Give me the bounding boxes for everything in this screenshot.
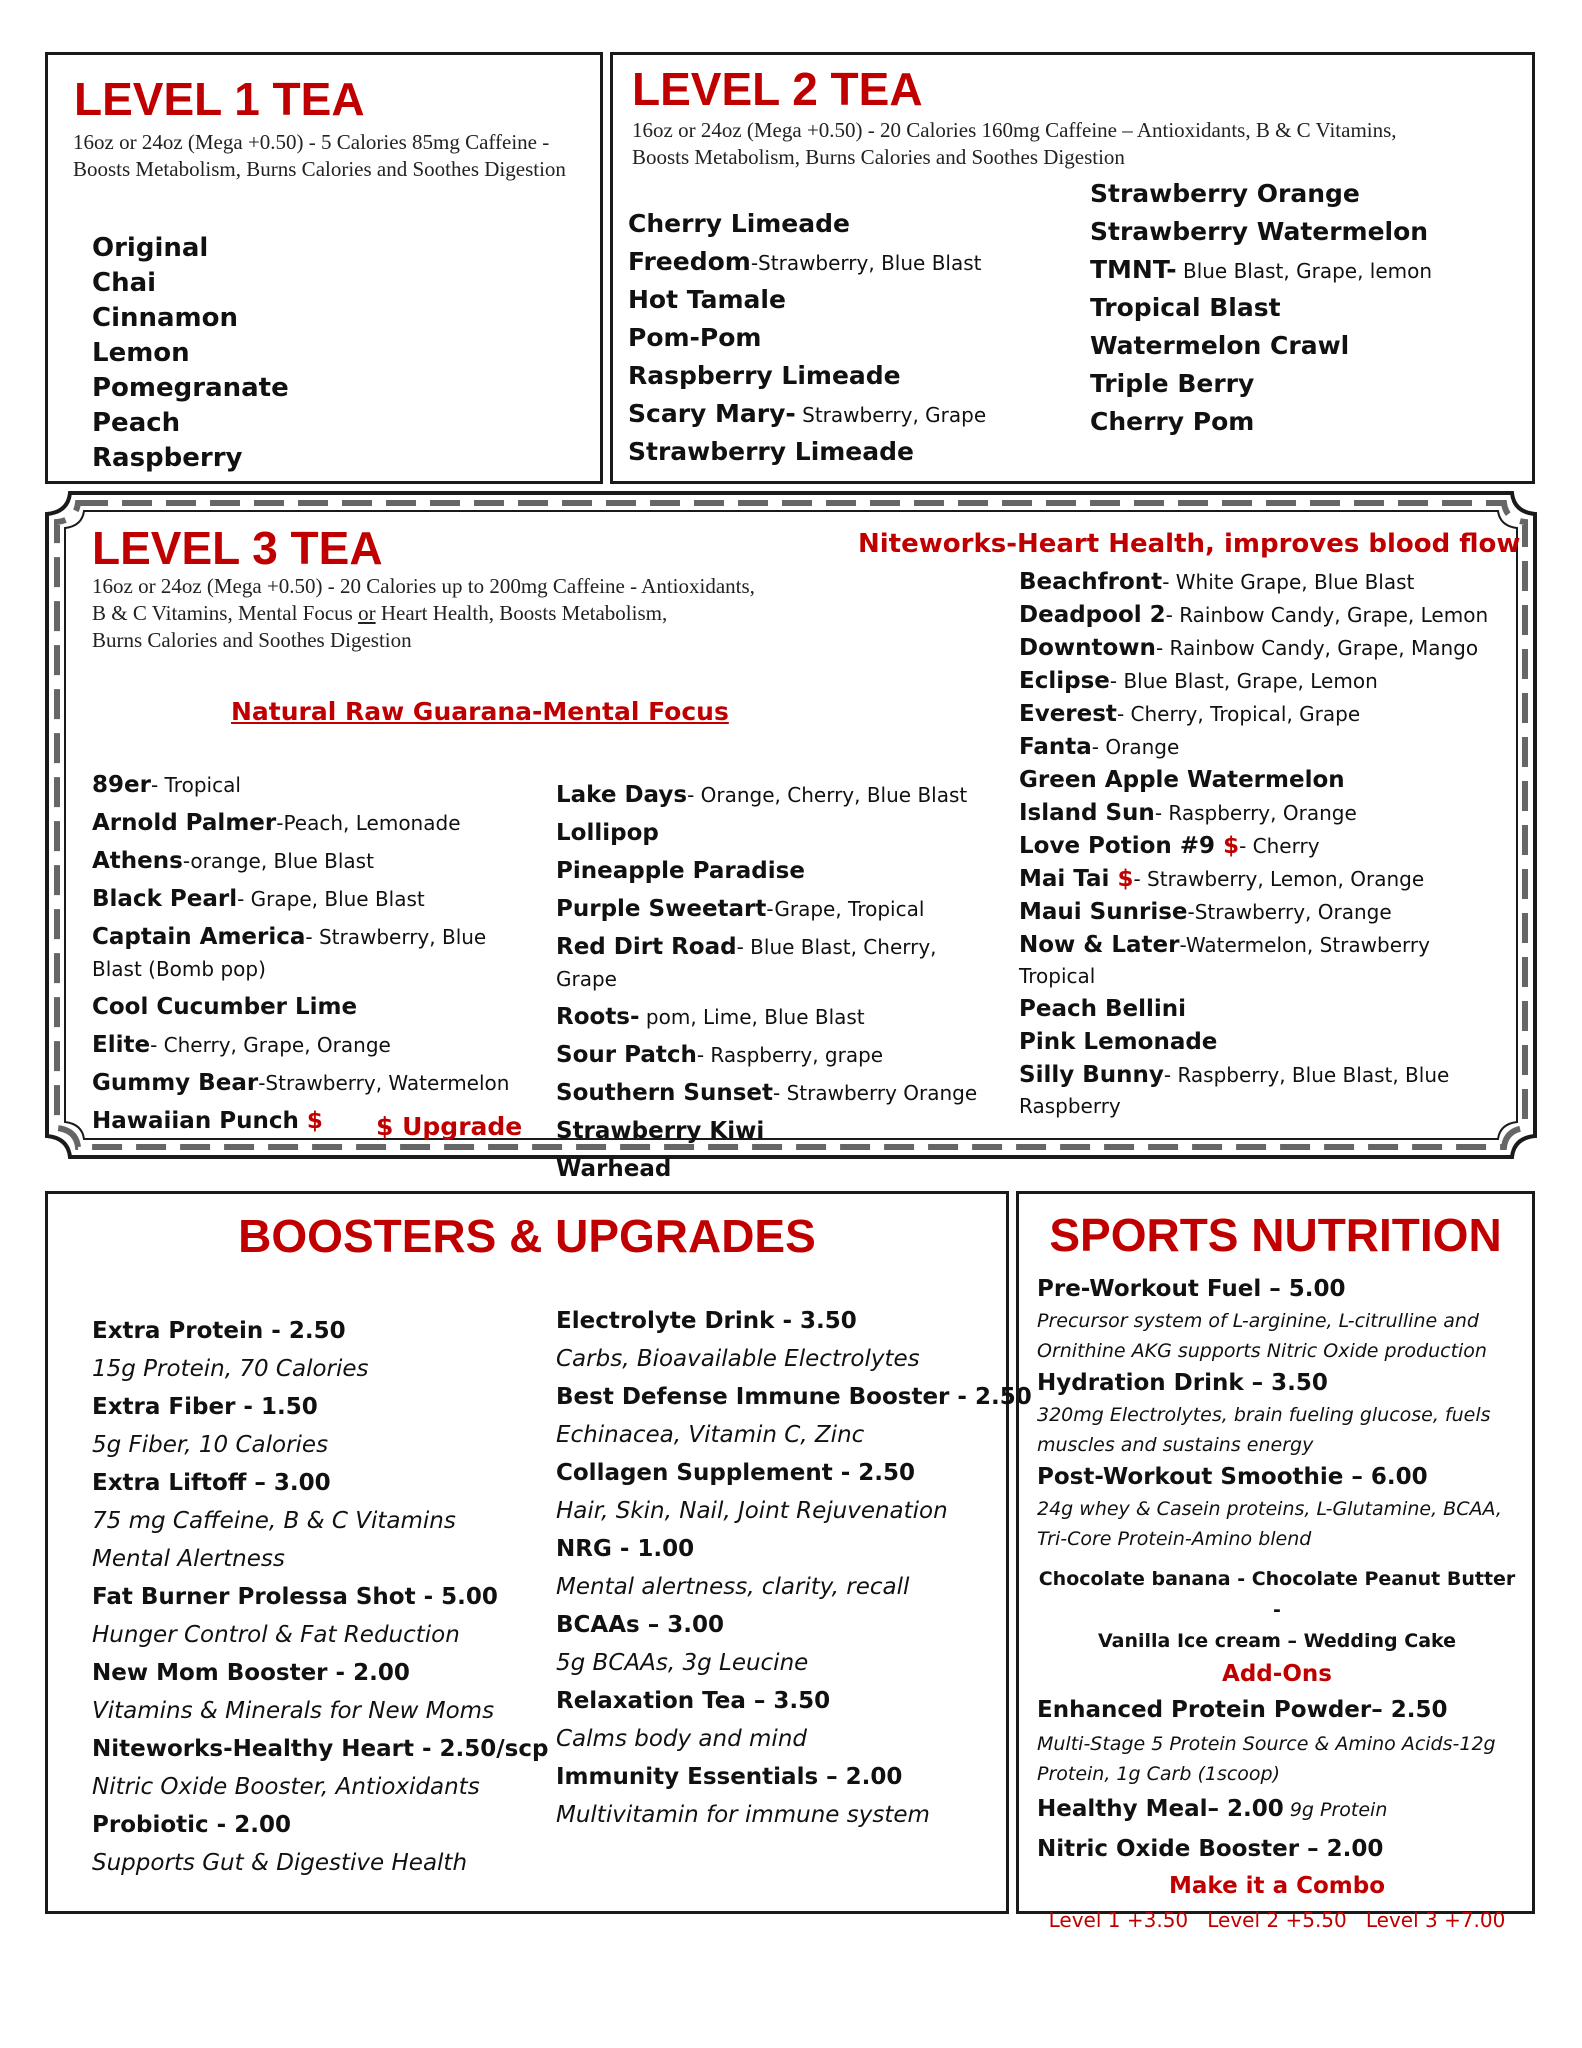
level3-item [1019,699,1489,730]
level3-item-desc: -Strawberry, Watermelon [258,1071,510,1095]
level3-item-name: Warhead [556,1156,672,1182]
sports-item [1037,1460,1517,1554]
level3-item-name: Roots- [556,1004,640,1030]
level2-item [1090,403,1432,441]
level3-item [92,921,522,985]
level3-item [1019,567,1489,598]
level3-item [92,845,522,877]
sports-item-desc: 320mg Electrolytes, brain fueling glucose, fuels muscles and sustains energy [1037,1404,1491,1456]
level3-subtitle-or: or [358,601,376,625]
level3-item-name: Pineapple Paradise [556,858,805,884]
guarana-heading: Natural Raw Guarana-Mental Focus [231,697,729,726]
booster-item [92,1312,548,1388]
booster-name: Collagen Supplement - 2.50 [556,1460,916,1486]
level2-item [1090,251,1432,289]
level3-item [92,1029,522,1061]
level2-item-name: Scary Mary- [628,399,796,428]
booster-desc: Mental Alertness [92,1546,285,1572]
level2-item-name: Triple Berry [1090,369,1255,398]
level3-item [1019,765,1489,796]
level2-item-name: Hot Tamale [628,285,786,314]
booster-item [92,1464,548,1578]
level2-item-name: Cherry Limeade [628,209,850,238]
combo-prices [1037,1905,1517,1935]
booster-item [556,1530,1032,1606]
level3-item-name: 89er [92,772,151,798]
level2-item [628,433,986,471]
booster-desc: Nitric Oxide Booster, Antioxidants [92,1774,480,1800]
addon2-note: 9g Protein [1283,1799,1388,1821]
level3-item [556,893,996,925]
level2-item-name: Pom-Pom [628,323,762,352]
level1-item: Chai [92,268,157,298]
level3-item [92,807,522,839]
level3-item-name: Red Dirt Road [556,934,737,960]
addon1-name: Enhanced Protein Powder– 2.50 [1037,1697,1448,1723]
boosters-list-left [92,1312,548,1882]
booster-name: New Mom Booster - 2.00 [92,1660,410,1686]
level3-subtitle-line2 [92,600,892,627]
sports-list [1037,1272,1517,1554]
level3-item-desc: - Blue Blast, Cherry, Grape [556,935,937,991]
booster-name: Relaxation Tea – 3.50 [556,1688,831,1714]
booster-item [556,1758,1032,1834]
level3-item-desc: - Orange [1091,735,1180,759]
booster-item [556,1454,1032,1530]
level3-item-name: Gummy Bear [92,1070,259,1096]
level3-item [556,855,996,887]
level3-item-name: Strawberry Kiwi [556,1118,765,1144]
booster-name: Extra Protein - 2.50 [92,1318,346,1344]
level1-subtitle: 16oz or 24oz (Mega +0.50) - 5 Calories 85mg Caffeine - Boosts Metabolism, Burns Calories and Soothes Digestion [73,130,566,181]
level2-item-desc: Blue Blast, Grape, lemon [1176,259,1433,283]
level3-list-col2 [556,779,996,1191]
level2-item-name: TMNT- [1090,255,1177,284]
level2-item-name: Strawberry Watermelon [1090,217,1429,246]
level3-item-desc: - Cherry [1239,834,1320,858]
level3-item [556,817,996,849]
booster-desc: 5g Fiber, 10 Calories [92,1432,329,1458]
booster-name: NRG - 1.00 [556,1536,695,1562]
level3-subtitle [92,573,892,654]
level3-item-price: $ [1117,866,1134,892]
level2-item [628,205,986,243]
level3-item-price: $ [306,1108,323,1134]
level3-item-desc: -Strawberry, Orange [1187,900,1392,924]
level3-item [92,991,522,1023]
level3-item-desc: - Raspberry, Blue Blast, Blue Raspberry [1019,1063,1450,1118]
level2-item-name: Strawberry Orange [1090,179,1360,208]
level3-item-name: Arnold Palmer [92,810,277,836]
level3-item [1019,994,1489,1025]
sports-item-name: Hydration Drink – 3.50 [1037,1370,1328,1396]
level3-subtitle-line1: 16oz or 24oz (Mega +0.50) - 20 Calories up to 200mg Caffeine - Antioxidants, [92,574,755,598]
booster-name: Electrolyte Drink - 3.50 [556,1308,857,1334]
level3-item [92,769,522,801]
level3-item-name: Mai Tai [1019,866,1118,892]
level3-item [556,931,996,995]
booster-desc: Hunger Control & Fat Reduction [92,1622,460,1648]
level3-item [556,1153,996,1185]
level1-item: Peach [92,408,181,438]
level2-item-name: Strawberry Limeade [628,437,914,466]
level3-item-name: Lake Days [556,782,688,808]
level2-item [628,281,986,319]
level1-title: LEVEL 1 TEA [74,73,365,125]
sports-item [1037,1272,1517,1366]
level2-item-name: Freedom [628,247,751,276]
level3-item-name: Black Pearl [92,886,238,912]
level2-item-desc: -Strawberry, Blue Blast [750,251,982,275]
level3-item-name: Peach Bellini [1019,996,1187,1022]
addon3-name: Nitric Oxide Booster – 2.00 [1037,1836,1384,1862]
level3-item [1019,600,1489,631]
level2-item [1090,213,1432,251]
booster-item [556,1682,1032,1758]
level3-item [1019,930,1489,992]
level3-item [1019,732,1489,763]
level3-item [556,1115,996,1147]
booster-name: Niteworks-Healthy Heart - 2.50/scp [92,1736,549,1762]
level3-item [1019,1060,1489,1122]
level2-item [628,395,986,433]
level3-item [1019,864,1489,895]
level3-item [556,1039,996,1071]
addon1-desc: Multi-Stage 5 Protein Source & Amino Acids-12g Protein, 1g Carb (1scoop) [1037,1733,1496,1785]
booster-item [556,1378,1032,1454]
level3-item [1019,831,1489,862]
level3-item-name: Lollipop [556,820,659,846]
level2-item-name: Raspberry Limeade [628,361,901,390]
level3-title: LEVEL 3 TEA [92,522,383,574]
smoothie-flavors-line1: Chocolate banana - Chocolate Peanut Butter - [1038,1568,1516,1621]
level3-subtitle-line2a: B & C Vitamins, Mental Focus [92,601,359,625]
level3-subtitle-line2b: Heart Health, Boosts Metabolism, [375,601,668,625]
level3-item-desc: - Grape, Blue Blast [237,887,425,911]
booster-item [92,1730,548,1806]
sports-item-name: Post-Workout Smoothie – 6.00 [1037,1464,1428,1490]
booster-desc: 75 mg Caffeine, B & C Vitamins [92,1508,456,1534]
level2-item [1090,327,1432,365]
addon2 [1037,1789,1517,1831]
level3-item-name: Everest [1019,701,1117,727]
level3-item-desc: -Watermelon, Strawberry Tropical [1019,933,1430,988]
level3-item-name: Elite [92,1032,151,1058]
level3-item-name: Fanta [1019,734,1092,760]
combo-heading: Make it a Combo [1168,1873,1386,1899]
level3-item-price: $ [1223,833,1240,859]
booster-desc: Multivitamin for immune system [556,1802,930,1828]
level3-item-name: Purple Sweetart [556,896,767,922]
booster-name: Fat Burner Prolessa Shot - 5.00 [92,1584,498,1610]
level3-item-desc: - Cherry, Grape, Orange [150,1033,391,1057]
level3-item-name: Hawaiian Punch [92,1108,307,1134]
combo-level2: Level 2 +5.50 [1207,1908,1347,1932]
booster-name: Extra Fiber - 1.50 [92,1394,318,1420]
level3-item-name: Captain America [92,924,306,950]
level3-list-col1 [92,769,522,1143]
level3-item-desc: - Orange, Cherry, Blue Blast [687,783,968,807]
level1-item: Cinnamon [92,303,239,333]
combo-level3: Level 3 +7.00 [1365,1908,1506,1932]
level2-item [628,243,986,281]
level3-item-name: Love Potion #9 [1019,833,1224,859]
level3-item-name: Island Sun [1019,800,1155,826]
booster-item [92,1578,548,1654]
level2-item-name: Watermelon Crawl [1090,331,1350,360]
level3-item-name: Deadpool 2 [1019,602,1166,628]
booster-desc: 15g Protein, 70 Calories [92,1356,369,1382]
level3-item-desc: -orange, Blue Blast [182,849,374,873]
level3-item-name: Athens [92,848,183,874]
sports-item-desc: Precursor system of L-arginine, L-citrulline and Ornithine AKG supports Nitric Oxide production [1037,1310,1487,1362]
level3-item-desc: - Strawberry Orange [773,1081,978,1105]
booster-item [556,1606,1032,1682]
sports-lower [1037,1564,1517,1935]
booster-name: Probiotic - 2.00 [92,1812,291,1838]
level3-item-desc: - Rainbow Candy, Grape, Mango [1155,636,1479,660]
level3-item-name: Silly Bunny [1019,1062,1164,1088]
level3-item-desc: - Blue Blast, Grape, Lemon [1109,669,1378,693]
smoothie-flavors-line2: Vanilla Ice cream – Wedding Cake [1097,1630,1457,1652]
level2-title: LEVEL 2 TEA [632,63,923,115]
niteworks-heading: Niteworks-Heart Health, improves blood flow [858,529,1521,559]
level2-item [628,319,986,357]
level3-item-desc: - Tropical [150,773,241,797]
level3-item-name: Eclipse [1019,668,1110,694]
level3-item-name: Cool Cucumber Lime [92,994,358,1020]
level3-item-desc: - Raspberry, Orange [1154,801,1357,825]
level3-item-name: Green Apple Watermelon [1019,767,1345,793]
level3-item-name: Now & Later [1019,932,1180,958]
level2-item [1090,289,1432,327]
level3-item-desc: - Raspberry, grape [696,1043,884,1067]
level2-item-name: Tropical Blast [1090,293,1281,322]
upgrade-note: $ Upgrade [376,1112,523,1141]
booster-desc: Mental alertness, clarity, recall [556,1574,910,1600]
booster-desc: Calms body and mind [556,1726,807,1752]
level3-item-desc: - Cherry, Tropical, Grape [1116,702,1361,726]
booster-desc: Carbs, Bioavailable Electrolytes [556,1346,920,1372]
level3-item-desc: - Strawberry, Lemon, Orange [1133,867,1425,891]
level3-item-desc: - Rainbow Candy, Grape, Lemon [1165,603,1489,627]
level3-item-name: Southern Sunset [556,1080,774,1106]
booster-name: Immunity Essentials – 2.00 [556,1764,903,1790]
level1-list [92,231,289,476]
booster-item [92,1388,548,1464]
level3-item [556,1001,996,1033]
level3-item-name: Beachfront [1019,569,1163,595]
level3-item [1019,633,1489,664]
level3-item-desc: pom, Lime, Blue Blast [639,1005,865,1029]
boosters-title: BOOSTERS & UPGRADES [238,1210,816,1262]
level3-item-name: Maui Sunrise [1019,899,1188,925]
level3-item [556,779,996,811]
booster-desc: Hair, Skin, Nail, Joint Rejuvenation [556,1498,948,1524]
level2-list-left [628,205,986,471]
level1-item: Raspberry [92,443,243,473]
booster-name: Extra Liftoff – 3.00 [92,1470,331,1496]
level1-item: Lemon [92,338,190,368]
level2-item [1090,175,1432,213]
level3-list-col3 [1019,567,1489,1124]
boosters-list-right [556,1302,1032,1834]
booster-item [92,1806,548,1882]
level3-subtitle-line3: Burns Calories and Soothes Digestion [92,628,412,652]
level3-item-name: Sour Patch [556,1042,697,1068]
level2-subtitle: 16oz or 24oz (Mega +0.50) - 20 Calories 160mg Caffeine – Antioxidants, B & C Vitamins, Boosts Metabolism, Burns Calories and Soothes Digestion [632,118,1397,169]
level3-item-name: Downtown [1019,635,1156,661]
booster-desc: Supports Gut & Digestive Health [92,1850,468,1876]
level3-item-name: Pink Lemonade [1019,1029,1218,1055]
level3-item [1019,798,1489,829]
level3-item [1019,666,1489,697]
sports-item-name: Pre-Workout Fuel – 5.00 [1037,1276,1346,1302]
combo-level1: Level 1 +3.50 [1048,1908,1189,1932]
sports-item [1037,1366,1517,1460]
level3-item [92,1067,522,1099]
sports-item-desc: 24g whey & Casein proteins, L-Glutamine, BCAA, Tri-Core Protein-Amino blend [1037,1498,1502,1550]
level3-item [1019,897,1489,928]
booster-desc: 5g BCAAs, 3g Leucine [556,1650,809,1676]
level2-item [628,357,986,395]
level1-item: Pomegranate [92,373,289,403]
booster-name: BCAAs – 3.00 [556,1612,724,1638]
level2-item [1090,365,1432,403]
booster-desc: Vitamins & Minerals for New Moms [92,1698,495,1724]
booster-item [92,1654,548,1730]
sports-title: SPORTS NUTRITION [1049,1209,1502,1261]
booster-desc: Echinacea, Vitamin C, Zinc [556,1422,865,1448]
level3-item-desc: - Strawberry, Blue Blast (Bomb pop) [92,925,487,981]
addon2-name: Healthy Meal– 2.00 [1037,1796,1284,1822]
level3-item-desc: -Grape, Tropical [766,897,925,921]
level2-item-name: Cherry Pom [1090,407,1255,436]
level1-item: Original [92,233,209,263]
level3-item [1019,1027,1489,1058]
addons-heading: Add-Ons [1222,1661,1332,1687]
level2-list-right [1090,175,1432,441]
level2-item-desc: Strawberry, Grape [795,403,987,427]
level3-item [556,1077,996,1109]
level3-item-desc: -Peach, Lemonade [276,811,461,835]
booster-name: Best Defense Immune Booster - 2.50 [556,1384,1032,1410]
booster-item [556,1302,1032,1378]
level3-item [92,883,522,915]
level3-item-desc: - White Grape, Blue Blast [1162,570,1415,594]
